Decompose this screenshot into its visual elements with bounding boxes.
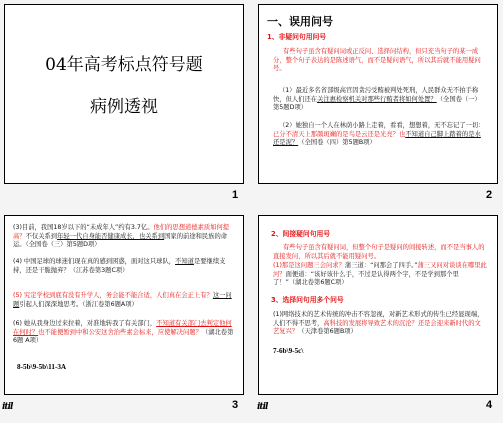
example-highlight: (1)那是这问题三会问求？ bbox=[273, 262, 345, 269]
slide-1-title-line-2: 病例透视 bbox=[90, 97, 158, 117]
slide-3[interactable] bbox=[4, 215, 244, 395]
example-text: (4) 中国足球的球迷们现在真的感到困惑，面对这只球队， bbox=[13, 258, 176, 265]
example-source: （全国卷（四）第5题B项） bbox=[298, 139, 376, 147]
slide-3-number: 3 bbox=[232, 399, 239, 411]
example-text: 蒲三道：“问那会了四手。” bbox=[344, 262, 418, 269]
slide-4-heading: 2、间接疑问句用号 bbox=[271, 230, 331, 238]
slide-2[interactable] bbox=[258, 4, 498, 184]
example-text-rest: 是要继续支持，还是干脆抛弃？（江苏卷第3题C项） bbox=[13, 258, 226, 274]
slide-4-example-1 bbox=[273, 262, 487, 288]
example-highlight: 也不能便暂到中和公安这舍治些素会标来，应使解决问题？ bbox=[38, 328, 202, 336]
example-text: (3)目前，我国18岁以下的“未成年人”约有3.7亿。 bbox=[13, 224, 154, 231]
slide-2-example-2 bbox=[273, 122, 487, 148]
example-underline: 不知道自己脚上踏着的是水还是泥？ bbox=[273, 130, 481, 147]
slide-3-brand-logo: itil bbox=[2, 402, 13, 412]
slide-2-subheading: 1、非疑问句用问号 bbox=[267, 33, 327, 41]
example-underline: 关注惠检察机关对那些行贿者将如何处置？ bbox=[317, 95, 437, 103]
slide-3-example-4 bbox=[13, 258, 237, 275]
example-text: （2）她独自一个人在林荫小路上走着，看看，想想着，无不忘记了一切： bbox=[279, 122, 485, 129]
slide-2-number: 2 bbox=[486, 189, 493, 201]
example-highlight: 已分不清天上那颜斑斓的是鸟是云还是光亮？也 bbox=[273, 130, 406, 138]
slide-3-answer-key: 8-5b\9-5b\11-3A bbox=[17, 363, 67, 371]
slide-2-definition: 有些句子虽含有疑问词或正反问、选择问结构，但只充当句子的某一成分，整个句子表达的是陈述语气，而不是疑问语气，所以其后就不能用疑问号。 bbox=[273, 48, 481, 73]
slide-4[interactable] bbox=[258, 215, 498, 395]
example-text: （1）最近多名省部级高官因贪污受贿被判处死刑，人民群众无不拍手称快，但人们还在 bbox=[273, 87, 479, 103]
slide-4-answer-key: 7-6b\9-5c\ bbox=[273, 347, 304, 355]
slide-1[interactable] bbox=[4, 4, 244, 184]
slide-2-heading: 一、误用问号 bbox=[267, 15, 333, 28]
example-underline: 不知道有关部门去判定他何在何时？ bbox=[13, 320, 232, 336]
example-source: （全国卷（一）第5题D项） bbox=[273, 95, 481, 112]
example-text-rest: 不仅关系到 bbox=[25, 232, 58, 240]
example-highlight-2: 蒲三又问对谈谈在哪里此河？ bbox=[273, 262, 487, 278]
example-text: (6) 她从我身边过来拉着，对准地转我了有关部门， bbox=[13, 320, 157, 327]
slide-4-brand-logo: itil bbox=[257, 402, 268, 412]
example-text-rest: 引起人们深深地思考。（浙江卷第6题A项） bbox=[19, 300, 138, 308]
example-underline: 不知道 bbox=[175, 258, 194, 265]
example-highlight: 高科技的发展将导致艺术的沉沦？还是会迎来新时代的文艺复兴？ bbox=[273, 319, 481, 336]
example-highlight: (5) 究定学校到底有没有升学人，务会能不能合适，人们真在会正上有？ bbox=[13, 292, 213, 299]
example-text-end: 国家的前途和民族的命运。（全国卷（三）第5题D项） bbox=[13, 232, 228, 249]
slide-4-definition: 有些句子虽含有疑问词，但整个句子是疑问的间接转述，而不是当事人的直接发问，所以其后就不能用疑问号。 bbox=[273, 244, 485, 260]
example-underline: 年轻一代自身能否健康成长，也关系到 bbox=[57, 232, 165, 240]
slide-4-heading-2: 3、选择问句用多个问号 bbox=[271, 296, 344, 304]
example-underline: 这一问题 bbox=[13, 292, 232, 308]
slide-4-example-2 bbox=[273, 311, 487, 337]
slide-4-number: 4 bbox=[486, 399, 493, 411]
slide-3-example-6 bbox=[13, 320, 237, 346]
slide-2-example-1 bbox=[273, 87, 487, 113]
example-highlight: 他们的思想道德素质如何提高？ bbox=[13, 224, 230, 240]
example-source: （湖北卷第6题 A项） bbox=[13, 328, 234, 345]
slide-1-title-line-1: 04年高考标点符号题 bbox=[45, 55, 203, 75]
example-text-2: 面便道：“该好该什么手，不过是认得两个字，不是学到那个里了！”（湖北卷第6题C项） bbox=[273, 270, 459, 287]
slide-3-example-5 bbox=[13, 292, 237, 309]
example-text: (1)网络技术的艺术传统的冲击不容忽视，对新艺术形式的传生已经显现端，人们不得不思考， bbox=[273, 311, 484, 327]
slide-1-number: 1 bbox=[232, 189, 239, 201]
example-source: （天津卷第6题B项） bbox=[298, 328, 357, 336]
slide-3-example-3 bbox=[13, 224, 237, 250]
